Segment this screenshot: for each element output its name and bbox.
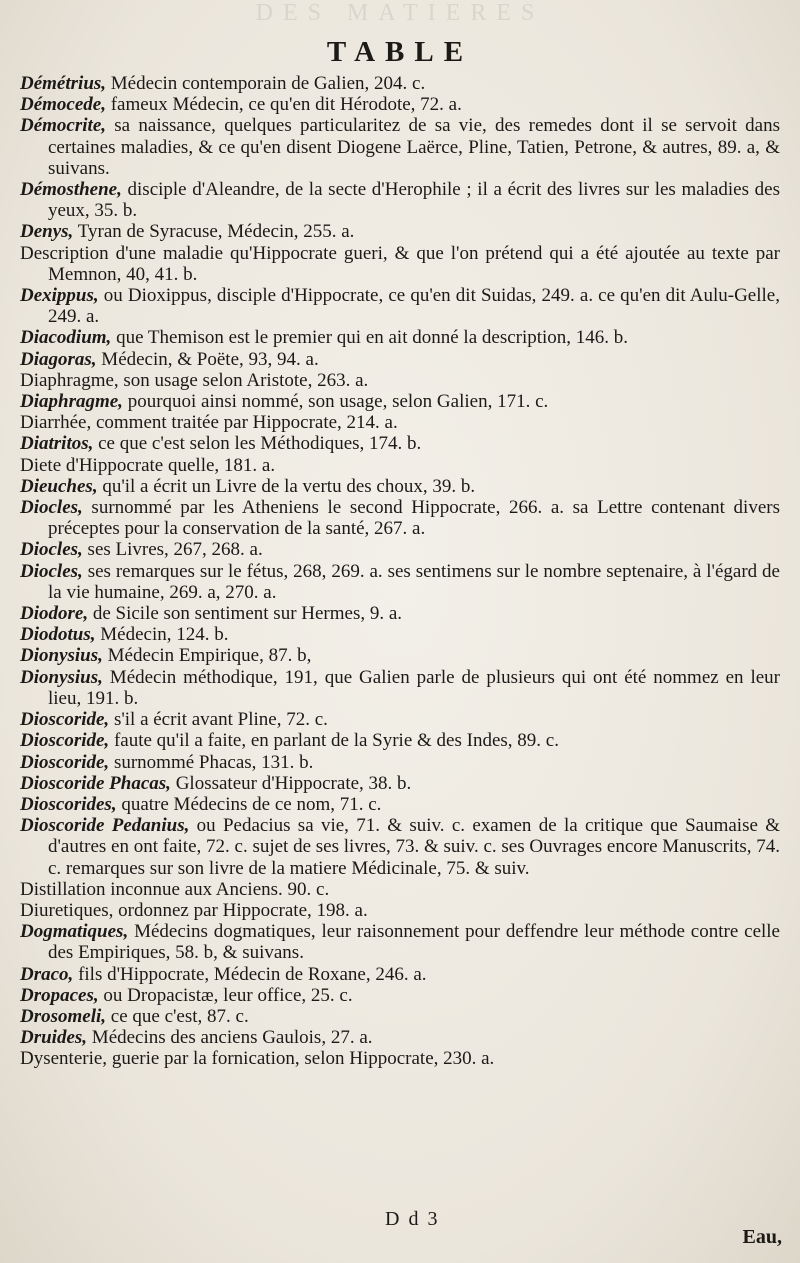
entry-text: disciple d'Aleandre, de la secte d'Herophile ; il a écrit des livres sur les maladies des yeux, 35. b. <box>48 179 780 222</box>
entry-text: surnommé Phacas, 131. b. <box>109 751 314 773</box>
index-entry <box>20 115 780 179</box>
entry-text: surnommé par les Atheniens le second Hippocrate, 266. a. sa Lettre contenant divers préceptes pour la conservation de la santé, 267. a. <box>48 497 780 540</box>
index-entry <box>20 921 780 963</box>
index-entries <box>20 73 780 1070</box>
index-entry <box>20 667 780 709</box>
index-entry <box>20 985 780 1006</box>
index-entry <box>20 794 780 815</box>
entry-text: ses Livres, 267, 268. a. <box>82 539 263 561</box>
entry-text: ce que c'est selon les Méthodiques, 174. b. <box>93 433 422 455</box>
entry-text: ordonnez par Hippocrate, 198. a. <box>113 899 368 921</box>
index-entry <box>20 1048 780 1069</box>
entry-headword: Dioscorides, <box>20 793 117 815</box>
entry-text: ou Pedacius sa vie, 71. & suiv. c. examen de la critique que Saumaise & d'autres en ont faite, 72. c. sujet de ses livres, 73. & suiv. c. ses Ouvrages encore Manuscrits, 74. c. remarques sur son livre de la matiere Médicinale, 75. & suiv. <box>48 815 780 879</box>
entry-headword: Diaphragme, <box>20 391 123 413</box>
index-entry <box>20 1006 780 1027</box>
entry-text: que Themison est le premier qui en ait donné la description, 146. b. <box>111 327 629 349</box>
entry-headword: Description <box>20 242 109 264</box>
entry-text: guerie par la fornication, selon Hippocrate, 230. a. <box>107 1048 495 1070</box>
index-entry <box>20 645 780 666</box>
entry-text: Médecin, 124. b. <box>95 624 229 646</box>
index-entry <box>20 964 780 985</box>
entry-headword: Diagoras, <box>20 348 97 370</box>
entry-text: pourquoi ainsi nommé, son usage, selon Galien, 171. c. <box>122 391 549 413</box>
entry-text: d'Hippocrate quelle, 181. a. <box>61 454 276 476</box>
entry-text: Médecin contemporain de Galien, 204. c. <box>106 73 426 94</box>
entry-headword: Diaphragme, <box>20 369 119 391</box>
index-entry <box>20 900 780 921</box>
entry-headword: Diocles, <box>20 539 83 561</box>
index-entry <box>20 752 780 773</box>
entry-headword: Dioscoride Phacas, <box>20 772 171 794</box>
entry-text: Médecins des anciens Gaulois, 27. a. <box>87 1027 373 1049</box>
entry-headword: Diocles, <box>20 560 83 582</box>
entry-headword: Diacodium, <box>20 327 112 349</box>
running-head: DES MATIERES <box>255 0 545 26</box>
index-entry <box>20 773 780 794</box>
entry-text: fils d'Hippocrate, Médecin de Roxane, 246. a. <box>73 963 427 985</box>
index-entry <box>20 1027 780 1048</box>
index-entry <box>20 539 780 560</box>
entry-headword: Dionysius, <box>20 645 103 667</box>
page-footer <box>0 1208 800 1248</box>
entry-text: s'il a écrit avant Pline, 72. c. <box>109 709 328 731</box>
entry-headword: Drosomeli, <box>20 1005 107 1027</box>
entry-headword: Dexippus, <box>20 285 99 307</box>
entry-headword: Diuretiques, <box>20 899 114 921</box>
entry-headword: Diodotus, <box>20 624 96 646</box>
index-entry <box>20 349 780 370</box>
index-entry <box>20 94 780 115</box>
index-entry <box>20 327 780 348</box>
entry-headword: Draco, <box>20 963 74 985</box>
entry-headword: Dioscoride, <box>20 730 110 752</box>
entry-headword: Distillation <box>20 878 106 900</box>
index-entry <box>20 709 780 730</box>
entry-headword: Démosthene, <box>20 179 122 201</box>
entry-headword: Dieuches, <box>20 475 98 497</box>
index-entry <box>20 433 780 454</box>
index-entry <box>20 243 780 285</box>
entry-text: de Sicile son sentiment sur Hermes, 9. a. <box>88 603 403 625</box>
index-entry <box>20 391 780 412</box>
entry-text: Médecin Empirique, 87. b, <box>102 645 312 667</box>
entry-text: sa naissance, quelques particularitez de sa vie, des remedes dont il se servoit dans certaines maladies, & ce qu'en disent Diogene Laërce, Pline, Tatien, Petrone, & autres, 89. a, & suivans. <box>48 115 780 179</box>
entry-headword: Dropaces, <box>20 984 99 1006</box>
entry-text: quatre Médecins de ce nom, 71. c. <box>116 793 382 815</box>
entry-headword: Diodore, <box>20 603 89 625</box>
entry-text: ce que c'est, 87. c. <box>106 1005 249 1027</box>
page-title: TABLE <box>326 36 474 68</box>
index-entry <box>20 221 780 242</box>
index-entry <box>20 624 780 645</box>
index-entry <box>20 455 780 476</box>
index-entry <box>20 285 780 327</box>
entry-text: faute qu'il a faite, en parlant de la Syrie & des Indes, 89. c. <box>109 730 559 752</box>
index-entry <box>20 179 780 221</box>
entry-text: comment traitée par Hippocrate, 214. a. <box>91 412 398 434</box>
entry-text: ses remarques sur le fétus, 268, 269. a. ses sentimens sur le nombre septenaire, à l'égard de la vie humaine, 269. a, 270. a. <box>48 560 780 603</box>
entry-headword: Diocles, <box>20 497 83 519</box>
entry-text: ou Dropacistæ, leur office, 25. c. <box>98 984 353 1006</box>
entry-headword: Diatritos, <box>20 433 94 455</box>
entry-text: son usage selon Aristote, 263. a. <box>118 369 369 391</box>
entry-headword: Druides, <box>20 1027 88 1049</box>
index-entry <box>20 412 780 433</box>
index-entry <box>20 815 780 879</box>
entry-headword: Démocede, <box>20 94 106 116</box>
entry-headword: Démétrius, <box>20 73 107 94</box>
index-entry <box>20 730 780 751</box>
index-entry <box>20 370 780 391</box>
entry-text: qu'il a écrit un Livre de la vertu des choux, 39. b. <box>97 475 476 497</box>
entry-text: Glossateur d'Hippocrate, 38. b. <box>170 772 412 794</box>
catchword: Eau, <box>742 1226 782 1248</box>
signature-mark: D d 3 <box>385 1208 440 1230</box>
entry-headword: Dioscoride, <box>20 751 110 773</box>
entry-text: d'une maladie qu'Hippocrate gueri, & que l'on prétend qui a été ajoutée au texte par Memnon, 40, 41. b. <box>48 242 780 285</box>
entry-headword: Diete <box>20 454 62 476</box>
entry-text: Tyran de Syracuse, Médecin, 255. a. <box>73 221 355 243</box>
entry-text: Médecin, & Poëte, 93, 94. a. <box>96 348 319 370</box>
entry-headword: Dioscoride, <box>20 709 110 731</box>
index-entry <box>20 476 780 497</box>
entry-headword: Dioscoride Pedanius, <box>20 815 190 837</box>
entry-text: Médecins dogmatiques, leur raisonnement pour deffendre leur méthode contre celle des Empiriques, 58. b, & suivans. <box>48 921 780 964</box>
index-entry <box>20 561 780 603</box>
entry-headword: Denys, <box>20 221 74 243</box>
entry-headword: Dysenterie, <box>20 1048 108 1070</box>
index-entry <box>20 879 780 900</box>
entry-text: ou Dioxippus, disciple d'Hippocrate, ce qu'en dit Suidas, 249. a. ce qu'en dit Aulu-Gelle, 249. a. <box>48 285 780 328</box>
entry-text: Médecin méthodique, 191, que Galien parle de plusieurs qui ont été nommez en leur lieu, 191. b. <box>48 666 780 709</box>
index-entry <box>20 603 780 624</box>
index-entry <box>20 497 780 539</box>
entry-headword: Démocrite, <box>20 115 107 137</box>
entry-headword: Dogmatiques, <box>20 921 129 943</box>
entry-text: fameux Médecin, ce qu'en dit Hérodote, 72. a. <box>105 94 462 116</box>
entry-text: inconnue aux Anciens. 90. c. <box>105 878 330 900</box>
index-entry <box>20 73 780 94</box>
entry-headword: Dionysius, <box>20 666 103 688</box>
entry-headword: Diarrhée, <box>20 412 92 434</box>
